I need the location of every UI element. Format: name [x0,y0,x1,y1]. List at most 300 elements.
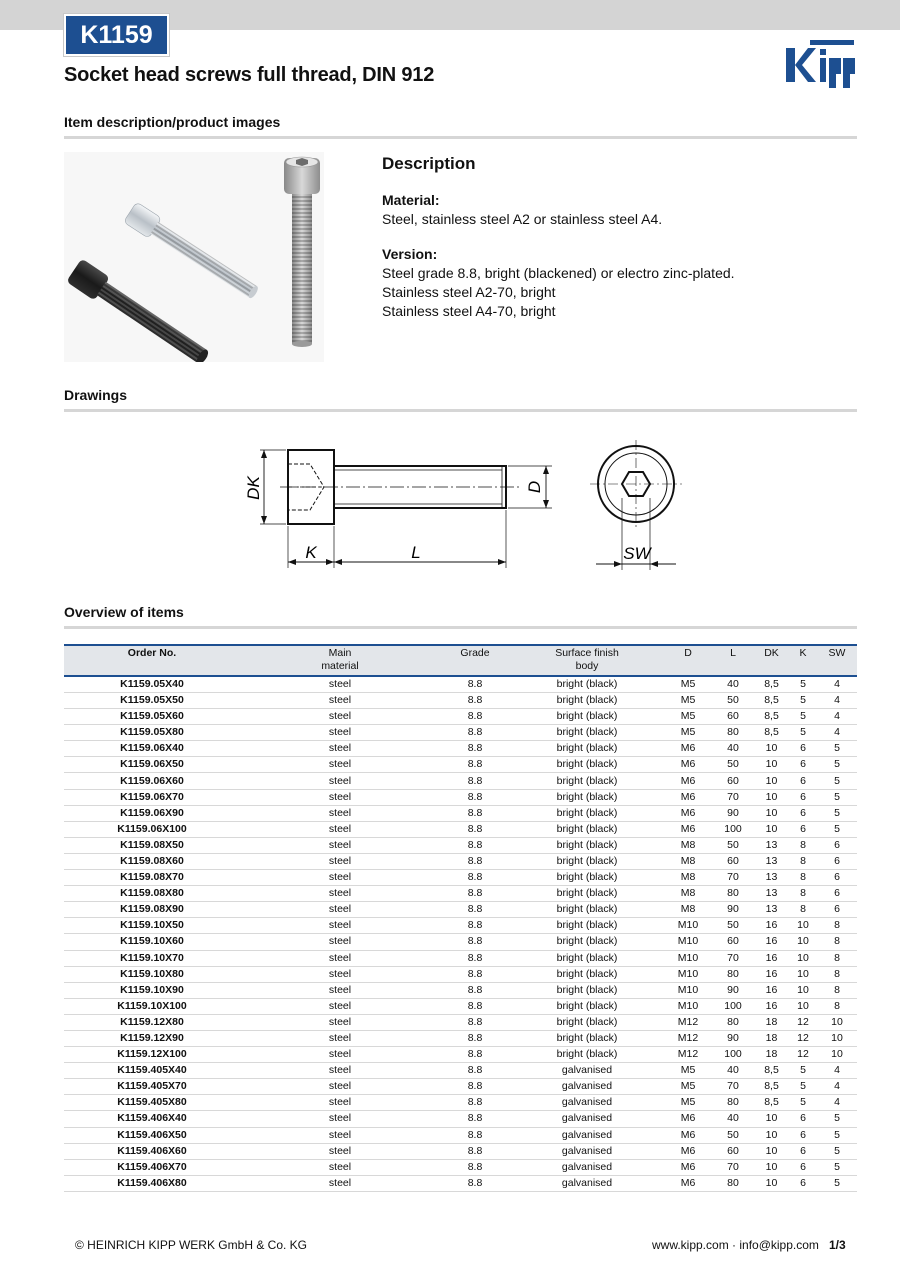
cell-sw: 8 [817,934,857,950]
cell-surface-finish: galvanised [510,1127,664,1143]
cell-order-no: K1159.06X100 [64,821,240,837]
cell-k: 5 [789,1079,817,1095]
cell-grade: 8.8 [440,837,510,853]
cell-k: 10 [789,950,817,966]
cell-sw: 8 [817,966,857,982]
cell-sw: 10 [817,1047,857,1063]
cell-main-material: steel [240,1159,440,1175]
cell-sw: 6 [817,837,857,853]
cell-l: 90 [712,1030,754,1046]
cell-surface-finish: bright (black) [510,757,664,773]
cell-order-no: K1159.406X60 [64,1143,240,1159]
cell-l: 60 [712,934,754,950]
cell-grade: 8.8 [440,1111,510,1127]
cell-surface-finish: galvanised [510,1063,664,1079]
cell-k: 5 [789,1063,817,1079]
cell-d: M6 [664,757,712,773]
cell-surface-finish: galvanised [510,1111,664,1127]
cell-dk: 18 [754,1030,789,1046]
cell-l: 60 [712,709,754,725]
cell-order-no: K1159.10X100 [64,998,240,1014]
cell-order-no: K1159.05X60 [64,709,240,725]
cell-l: 100 [712,998,754,1014]
cell-k: 10 [789,934,817,950]
cell-l: 50 [712,837,754,853]
cell-d: M10 [664,966,712,982]
cell-grade: 8.8 [440,773,510,789]
cell-sw: 5 [817,805,857,821]
cell-main-material: steel [240,1143,440,1159]
cell-order-no: K1159.08X80 [64,886,240,902]
cell-surface-finish: bright (black) [510,1030,664,1046]
cell-grade: 8.8 [440,1047,510,1063]
cell-k: 5 [789,725,817,741]
cell-grade: 8.8 [440,1079,510,1095]
cell-k: 6 [789,773,817,789]
cell-grade: 8.8 [440,853,510,869]
cell-l: 100 [712,821,754,837]
cell-order-no: K1159.406X80 [64,1175,240,1191]
article-number-badge: K1159 [64,14,169,56]
cell-surface-finish: bright (black) [510,886,664,902]
cell-l: 80 [712,1095,754,1111]
cell-dk: 13 [754,837,789,853]
cell-sw: 10 [817,1014,857,1030]
cell-grade: 8.8 [440,1063,510,1079]
cell-main-material: steel [240,950,440,966]
cell-d: M6 [664,1159,712,1175]
table-row [64,1047,857,1063]
cell-main-material: steel [240,773,440,789]
table-row [64,1014,857,1030]
cell-k: 6 [789,1175,817,1191]
cell-grade: 8.8 [440,982,510,998]
cell-k: 6 [789,1111,817,1127]
cell-surface-finish: bright (black) [510,837,664,853]
cell-grade: 8.8 [440,1175,510,1191]
table-row [64,741,857,757]
cell-sw: 5 [817,1175,857,1191]
cell-surface-finish: bright (black) [510,805,664,821]
version-label: Version: [382,246,438,262]
cell-k: 5 [789,693,817,709]
section-heading-drawings: Drawings [64,387,857,412]
cell-surface-finish: bright (black) [510,676,664,693]
cell-d: M10 [664,998,712,1014]
cell-sw: 6 [817,902,857,918]
cell-main-material: steel [240,676,440,693]
cell-dk: 10 [754,1111,789,1127]
table-row [64,1175,857,1191]
cell-d: M8 [664,853,712,869]
cell-main-material: steel [240,821,440,837]
cell-order-no: K1159.10X80 [64,966,240,982]
cell-sw: 8 [817,982,857,998]
cell-surface-finish: bright (black) [510,950,664,966]
cell-main-material: steel [240,870,440,886]
cell-sw: 5 [817,741,857,757]
cell-grade: 8.8 [440,918,510,934]
cell-surface-finish: bright (black) [510,693,664,709]
cell-surface-finish: bright (black) [510,773,664,789]
cell-dk: 18 [754,1047,789,1063]
table-row [64,789,857,805]
footer-contact: www.kipp.com · info@kipp.com [652,1238,819,1252]
cell-grade: 8.8 [440,789,510,805]
cell-main-material: steel [240,1111,440,1127]
cell-order-no: K1159.10X60 [64,934,240,950]
table-row [64,982,857,998]
cell-k: 6 [789,821,817,837]
cell-main-material: steel [240,1175,440,1191]
cell-surface-finish: bright (black) [510,853,664,869]
cell-order-no: K1159.06X50 [64,757,240,773]
cell-surface-finish: bright (black) [510,709,664,725]
cell-grade: 8.8 [440,805,510,821]
cell-d: M6 [664,773,712,789]
table-row [64,886,857,902]
cell-d: M5 [664,1063,712,1079]
cell-l: 90 [712,982,754,998]
table-row [64,998,857,1014]
cell-surface-finish: bright (black) [510,982,664,998]
cell-k: 5 [789,1095,817,1111]
cell-dk: 8,5 [754,725,789,741]
cell-sw: 5 [817,1111,857,1127]
cell-order-no: K1159.12X80 [64,1014,240,1030]
cell-l: 50 [712,918,754,934]
cell-order-no: K1159.10X50 [64,918,240,934]
cell-d: M6 [664,821,712,837]
cell-order-no: K1159.08X50 [64,837,240,853]
cell-grade: 8.8 [440,870,510,886]
cell-dk: 18 [754,1014,789,1030]
cell-main-material: steel [240,902,440,918]
cell-k: 5 [789,676,817,693]
cell-k: 6 [789,805,817,821]
cell-sw: 4 [817,1095,857,1111]
cell-d: M10 [664,918,712,934]
cell-k: 8 [789,870,817,886]
cell-k: 12 [789,1030,817,1046]
cell-main-material: steel [240,757,440,773]
cell-d: M5 [664,1095,712,1111]
items-table-body [64,676,857,1191]
cell-order-no: K1159.08X70 [64,870,240,886]
cell-main-material: steel [240,1095,440,1111]
cell-surface-finish: galvanised [510,1159,664,1175]
cell-d: M6 [664,1111,712,1127]
cell-sw: 8 [817,950,857,966]
cell-l: 60 [712,1143,754,1159]
table-row [64,934,857,950]
cell-surface-finish: galvanised [510,1175,664,1191]
cell-l: 50 [712,693,754,709]
cell-grade: 8.8 [440,709,510,725]
cell-l: 40 [712,1111,754,1127]
cell-surface-finish: bright (black) [510,725,664,741]
cell-l: 70 [712,1159,754,1175]
cell-surface-finish: galvanised [510,1095,664,1111]
cell-l: 80 [712,886,754,902]
cell-l: 80 [712,725,754,741]
cell-d: M6 [664,789,712,805]
cell-d: M6 [664,1143,712,1159]
cell-d: M5 [664,725,712,741]
cell-l: 60 [712,773,754,789]
cell-sw: 10 [817,1030,857,1046]
cell-main-material: steel [240,725,440,741]
table-row [64,757,857,773]
cell-k: 12 [789,1047,817,1063]
cell-surface-finish: bright (black) [510,821,664,837]
cell-d: M5 [664,676,712,693]
cell-sw: 5 [817,1127,857,1143]
cell-dk: 10 [754,821,789,837]
cell-l: 100 [712,1047,754,1063]
cell-main-material: steel [240,982,440,998]
cell-k: 6 [789,1159,817,1175]
cell-order-no: K1159.406X40 [64,1111,240,1127]
cell-order-no: K1159.406X50 [64,1127,240,1143]
cell-k: 10 [789,966,817,982]
cell-sw: 4 [817,725,857,741]
cell-main-material: steel [240,998,440,1014]
footer-copyright: © HEINRICH KIPP WERK GmbH & Co. KG [75,1238,307,1252]
cell-main-material: steel [240,853,440,869]
cell-sw: 5 [817,789,857,805]
section-heading-item-description: Item description/product images [64,114,857,139]
cell-surface-finish: bright (black) [510,902,664,918]
cell-sw: 5 [817,757,857,773]
cell-k: 12 [789,1014,817,1030]
table-row [64,821,857,837]
table-row [64,1127,857,1143]
cell-sw: 4 [817,693,857,709]
cell-dk: 16 [754,966,789,982]
cell-d: M8 [664,837,712,853]
cell-dk: 16 [754,950,789,966]
cell-dk: 10 [754,1143,789,1159]
cell-dk: 16 [754,998,789,1014]
column-header-l: L [712,645,754,676]
cell-d: M12 [664,1014,712,1030]
cell-sw: 5 [817,1159,857,1175]
table-row [64,1111,857,1127]
cell-grade: 8.8 [440,693,510,709]
cell-order-no: K1159.05X50 [64,693,240,709]
column-header-main-material: Main material [240,645,440,676]
column-header-surface-finish: Surface finish body [510,645,664,676]
cell-k: 6 [789,741,817,757]
cell-main-material: steel [240,918,440,934]
cell-sw: 4 [817,709,857,725]
cell-dk: 8,5 [754,1079,789,1095]
cell-l: 70 [712,789,754,805]
cell-l: 80 [712,1175,754,1191]
items-table [64,644,857,1192]
cell-dk: 10 [754,789,789,805]
cell-d: M8 [664,870,712,886]
cell-dk: 8,5 [754,693,789,709]
footer-page-number: 1/3 [829,1238,846,1252]
cell-dk: 10 [754,1159,789,1175]
cell-order-no: K1159.06X70 [64,789,240,805]
cell-order-no: K1159.06X60 [64,773,240,789]
cell-order-no: K1159.10X90 [64,982,240,998]
cell-k: 6 [789,789,817,805]
cell-l: 70 [712,870,754,886]
cell-grade: 8.8 [440,886,510,902]
cell-surface-finish: bright (black) [510,1047,664,1063]
cell-k: 8 [789,902,817,918]
table-row [64,693,857,709]
table-row [64,676,857,693]
table-row [64,1063,857,1079]
cell-grade: 8.8 [440,741,510,757]
cell-d: M6 [664,805,712,821]
table-row [64,725,857,741]
cell-k: 6 [789,1127,817,1143]
cell-d: M12 [664,1047,712,1063]
cell-grade: 8.8 [440,998,510,1014]
cell-sw: 6 [817,853,857,869]
cell-d: M10 [664,934,712,950]
l-label: L [411,543,421,562]
cell-dk: 10 [754,757,789,773]
cell-dk: 10 [754,1175,789,1191]
table-header-row [64,645,857,676]
cell-sw: 4 [817,1063,857,1079]
cell-surface-finish: bright (black) [510,741,664,757]
column-header-d: D [664,645,712,676]
table-row [64,709,857,725]
cell-d: M5 [664,1079,712,1095]
table-row [64,837,857,853]
cell-dk: 16 [754,982,789,998]
cell-l: 40 [712,676,754,693]
cell-sw: 4 [817,1079,857,1095]
table-row [64,950,857,966]
cell-grade: 8.8 [440,950,510,966]
cell-k: 6 [789,1143,817,1159]
cell-l: 80 [712,1014,754,1030]
cell-d: M10 [664,982,712,998]
table-row [64,1030,857,1046]
kipp-logo [782,38,858,97]
cell-l: 70 [712,950,754,966]
cell-order-no: K1159.08X60 [64,853,240,869]
cell-order-no: K1159.405X70 [64,1079,240,1095]
cell-order-no: K1159.405X80 [64,1095,240,1111]
cell-grade: 8.8 [440,1014,510,1030]
section-heading-overview: Overview of items [64,604,857,629]
cell-grade: 8.8 [440,821,510,837]
cell-surface-finish: bright (black) [510,870,664,886]
cell-dk: 10 [754,773,789,789]
cell-order-no: K1159.06X40 [64,741,240,757]
cell-d: M10 [664,950,712,966]
cell-main-material: steel [240,1063,440,1079]
cell-main-material: steel [240,1127,440,1143]
table-row [64,1095,857,1111]
cell-main-material: steel [240,1030,440,1046]
cell-grade: 8.8 [440,966,510,982]
cell-dk: 10 [754,1127,789,1143]
cell-dk: 8,5 [754,709,789,725]
cell-d: M6 [664,1127,712,1143]
column-header-grade: Grade [440,645,510,676]
cell-main-material: steel [240,1047,440,1063]
table-row [64,853,857,869]
cell-surface-finish: bright (black) [510,998,664,1014]
cell-d: M6 [664,741,712,757]
cell-d: M8 [664,886,712,902]
table-row [64,1143,857,1159]
cell-main-material: steel [240,741,440,757]
description-block [382,154,852,337]
cell-main-material: steel [240,693,440,709]
d-label: D [525,480,544,494]
cell-l: 60 [712,853,754,869]
cell-sw: 8 [817,918,857,934]
column-header-dk: DK [754,645,789,676]
cell-grade: 8.8 [440,1159,510,1175]
cell-surface-finish: bright (black) [510,789,664,805]
table-row [64,918,857,934]
cell-order-no: K1159.12X100 [64,1047,240,1063]
cell-k: 10 [789,918,817,934]
cell-l: 70 [712,1079,754,1095]
cell-dk: 16 [754,918,789,934]
sw-label: SW [623,544,651,563]
cell-dk: 13 [754,886,789,902]
cell-order-no: K1159.12X90 [64,1030,240,1046]
cell-l: 50 [712,757,754,773]
table-row [64,805,857,821]
cell-sw: 5 [817,773,857,789]
cell-l: 80 [712,966,754,982]
cell-dk: 16 [754,934,789,950]
cell-k: 6 [789,757,817,773]
table-row [64,1159,857,1175]
cell-dk: 8,5 [754,676,789,693]
table-row [64,1079,857,1095]
table-row [64,902,857,918]
material-text: Steel, stainless steel A2 or stainless steel A4. [382,211,663,227]
cell-main-material: steel [240,1079,440,1095]
cell-sw: 5 [817,821,857,837]
cell-main-material: steel [240,966,440,982]
page-title: Socket head screws full thread, DIN 912 [64,64,435,86]
cell-dk: 8,5 [754,1063,789,1079]
cell-dk: 10 [754,805,789,821]
cell-main-material: steel [240,789,440,805]
cell-order-no: K1159.05X80 [64,725,240,741]
version-line: Stainless steel A4-70, bright [382,303,556,319]
cell-surface-finish: galvanised [510,1143,664,1159]
version-line: Steel grade 8.8, bright (blackened) or electro zinc-plated. [382,265,735,281]
column-header-sw: SW [817,645,857,676]
column-header-k: K [789,645,817,676]
cell-grade: 8.8 [440,676,510,693]
cell-k: 8 [789,853,817,869]
cell-dk: 10 [754,741,789,757]
k-label: K [305,543,317,562]
cell-d: M5 [664,709,712,725]
cell-grade: 8.8 [440,934,510,950]
cell-sw: 4 [817,676,857,693]
